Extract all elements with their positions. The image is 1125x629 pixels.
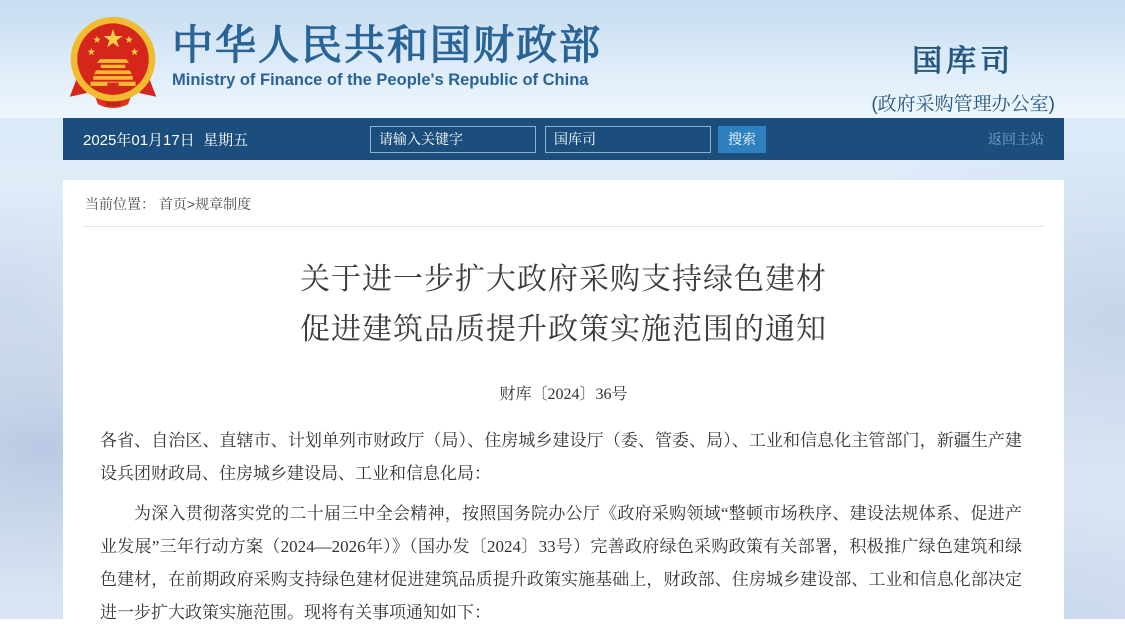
breadcrumb-path[interactable]: 首页>规章制度 (158, 196, 252, 212)
current-date: 2025年01月17日 星期五 (83, 131, 249, 149)
document-paragraph: 各省、自治区、直辖市、计划单列市财政厅（局）、住房城乡建设厅（委、管委、局）、工业和信息化主管部门，新疆生产建设兵团财政局、住房城乡建设局、工业和信息化局： (100, 431, 1022, 483)
search-input[interactable] (370, 126, 536, 153)
document-number: 财库〔2024〕36号 (499, 386, 628, 403)
site-title-en: Ministry of Finance of the People's Republic of China (172, 71, 589, 89)
search-scope-field[interactable] (545, 126, 711, 153)
document-paragraph: 为深入贯彻落实党的二十届三中全会精神，按照国务院办公厅《政府采购领域“整顿市场秩序、建设法规体系、促进产业发展”三年行动方案（2024—2026年）》（国办发〔2024〕33号）完善政府绿色采购政策有关部署，积极推广绿色建筑和绿色建材，在前期政府采购支持绿色建材促进建筑品质提升政策实施基础上，财政部、住房城乡建设部、工业和信息化部决定进一步扩大政策实施范围。现将有关事项通知如下： (100, 504, 1022, 622)
department-block (871, 36, 1055, 116)
site-brand (172, 22, 602, 90)
site-masthead (0, 0, 1125, 118)
document-title (63, 255, 1064, 355)
breadcrumb (63, 180, 1064, 226)
breadcrumb-divider (83, 226, 1044, 227)
document-title-line1: 关于进一步扩大政府采购支持绿色建材 (300, 263, 827, 296)
search-group (370, 126, 766, 153)
return-main-site-link[interactable]: 返回主站 (988, 131, 1044, 147)
content-panel (63, 180, 1064, 622)
toolbar (63, 118, 1064, 160)
national-emblem-icon (66, 13, 160, 109)
document-body (63, 424, 1064, 629)
department-subtitle: (政府采购管理办公室) (871, 94, 1055, 115)
breadcrumb-label: 当前位置： (85, 196, 155, 212)
document-title-line2: 促进建筑品质提升政策实施范围的通知 (300, 313, 827, 346)
department-name: 国库司 (912, 45, 1015, 78)
site-title-cn: 中华人民共和国财政部 (172, 22, 602, 68)
search-button[interactable]: 搜索 (718, 126, 766, 153)
